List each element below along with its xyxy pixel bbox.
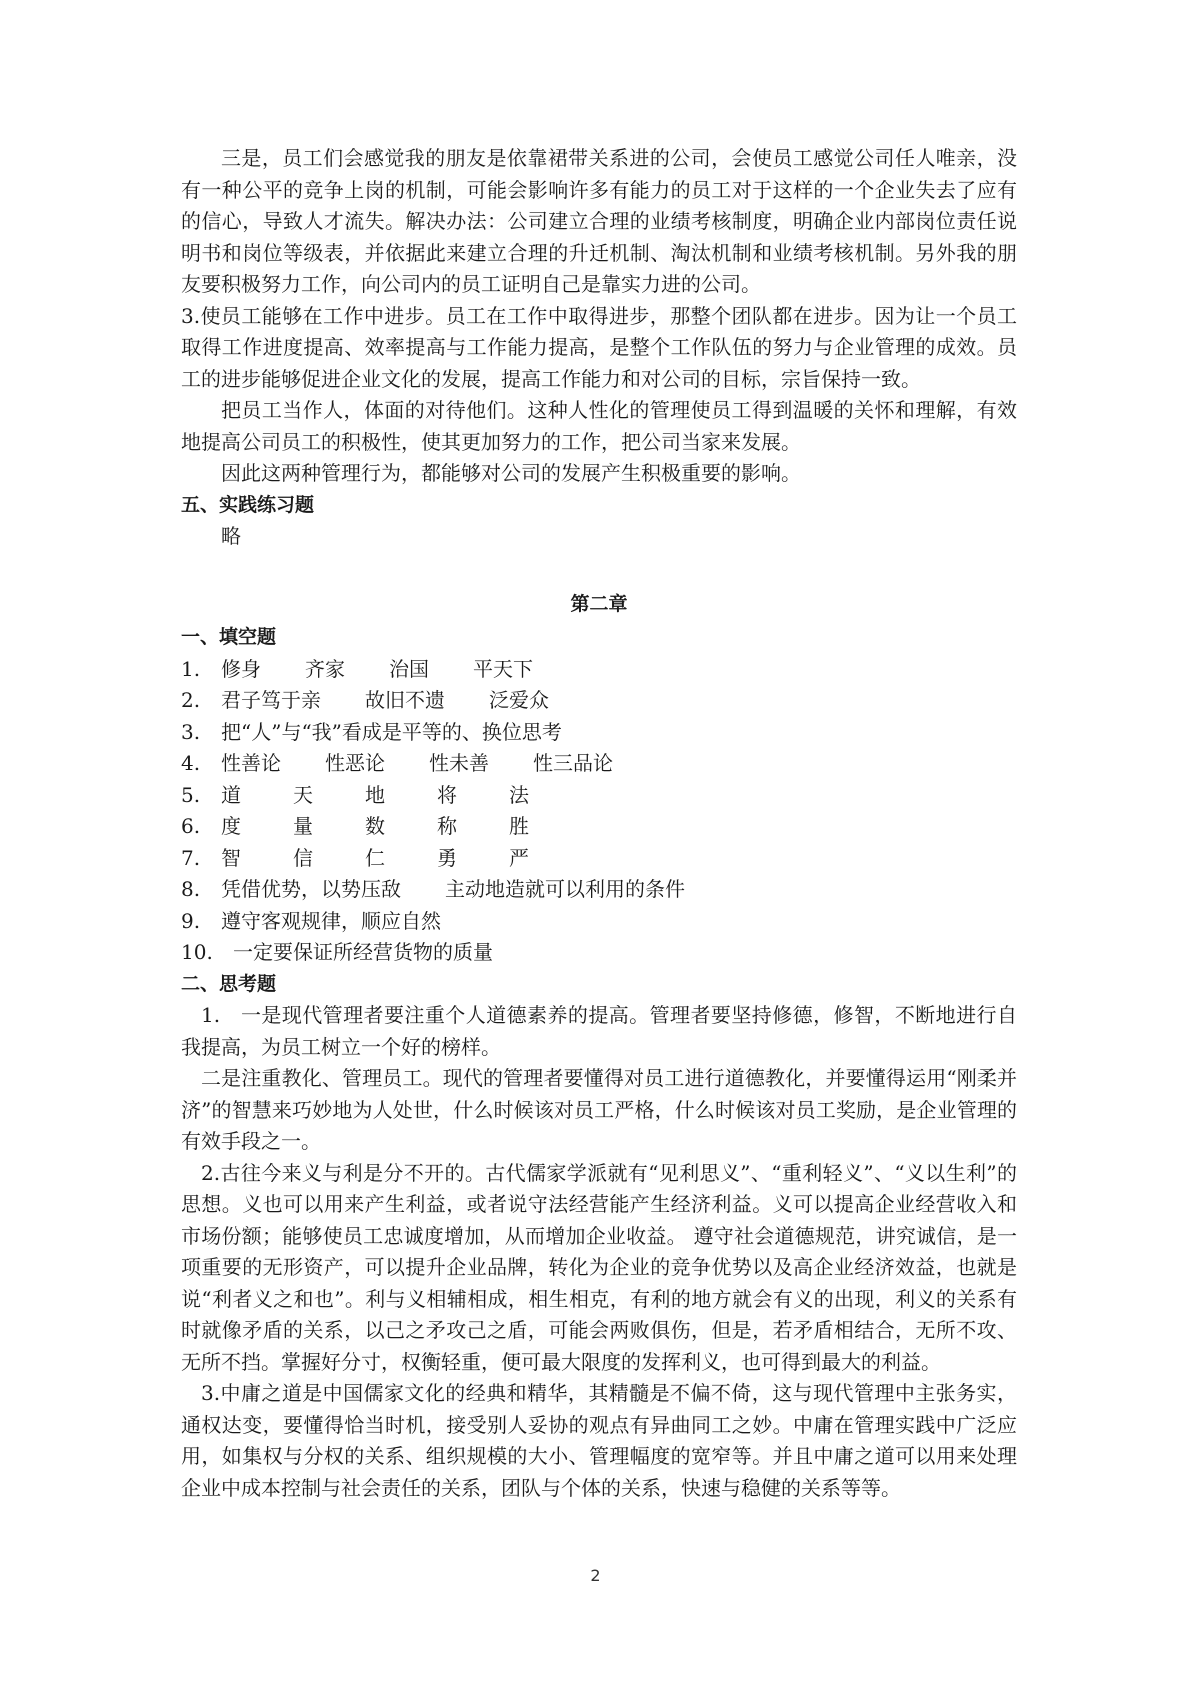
section-content: 略: [221, 524, 241, 548]
answer: 齐家: [305, 656, 345, 681]
item-number: 5.: [181, 782, 201, 807]
answer: 度: [221, 814, 241, 838]
list-item: [181, 654, 1017, 686]
answer: 信: [293, 845, 313, 870]
answer: 一定要保证所经营货物的质量: [233, 940, 493, 964]
answer: 修身: [221, 656, 261, 681]
item-number: 2.: [181, 688, 201, 712]
list-item: [181, 843, 1017, 875]
paragraph: 1. 一是现代管理者要注重个人道德素养的提高。管理者要坚持修德，修智，不断地进行自我提高，为员工树立一个好的榜样。: [181, 1003, 1017, 1059]
answer: 仁: [365, 845, 385, 870]
item-number: 10.: [181, 940, 213, 964]
answer: 智: [221, 845, 241, 870]
answer: 平天下: [473, 656, 533, 681]
answer: 地: [365, 782, 385, 807]
item-number: 8.: [181, 877, 201, 901]
paragraph: 因此这两种管理行为，都能够对公司的发展产生积极重要的影响。: [221, 461, 801, 485]
paragraph: 三是，员工们会感觉我的朋友是依靠裙带关系进的公司，会使员工感觉公司任人唯亲，没有一种公平的竞争上岗的机制，可能会影响许多有能力的员工对于这样的一个企业失去了应有的信心，导致人才流失。解决办法：公司建立合理的业绩考核制度，明确企业内部岗位责任说明书和岗位等级表，并依据此来建立合理的升迁机制、淘汰机制和业绩考核机制。另外我的朋友要积极努力工作，向公司内的员工证明自己是靠实力进的公司。: [181, 146, 1017, 296]
chapter-title: 第二章: [570, 592, 628, 615]
section-heading: 二、思考题: [181, 972, 277, 995]
list-item: [181, 906, 1017, 938]
answer: 天: [293, 782, 313, 807]
answer: 遵守客观规律，顺应自然: [221, 908, 441, 933]
answer: 故旧不遗: [365, 688, 445, 712]
answer: 勇: [437, 845, 457, 870]
answer: 称: [437, 814, 457, 838]
answer: 泛爱众: [489, 688, 549, 712]
paragraph: 把员工当作人，体面的对待他们。这种人性化的管理使员工得到温暖的关怀和理解，有效地提高公司员工的积极性，使其更加努力的工作，把公司当家来发展。: [181, 398, 1017, 454]
answer: 严: [509, 845, 529, 870]
item-number: 1.: [181, 656, 201, 681]
list-item: [181, 780, 1017, 812]
answer: 性善论: [221, 751, 281, 775]
page-number: 2: [590, 1566, 601, 1585]
answer: 法: [509, 782, 529, 807]
answer: 性恶论: [325, 751, 385, 775]
item-number: 6.: [181, 814, 201, 838]
answer: 治国: [389, 656, 429, 681]
list-item: [181, 811, 1017, 843]
paragraph: 3.使员工能够在工作中进步。员工在工作中取得进步，那整个团队都在进步。因为让一个员工取得工作进度提高、效率提高与工作能力提高，是整个工作队伍的努力与企业管理的成效。员工的进步能够促进企业文化的发展，提高工作能力和对公司的目标，宗旨保持一致。: [181, 303, 1017, 391]
section-heading: 一、填空题: [181, 626, 277, 648]
list-item: [181, 748, 1017, 780]
answer: 性三品论: [533, 751, 613, 775]
answer: 主动地造就可以利用的条件: [445, 877, 685, 901]
section-heading: 五、实践练习题: [181, 493, 315, 516]
answer: 将: [437, 782, 457, 807]
answer: 性未善: [429, 751, 489, 775]
document-page: [181, 143, 1017, 1504]
paragraph: 2.古往今来义与利是分不开的。古代儒家学派就有“见利思义”、“重利轻义”、“义以生利”的思想。义也可以用来产生利益，或者说守法经营能产生经济利益。义可以提高企业经营收入和市场份额；能够使员工忠诚度增加，从而增加企业收益。 遵守社会道德规范，讲究诚信，是一项重要的无形资产，可以提升企业品牌，转化为企业的竞争优势以及高企业经济效益，也就是说“利者义之和也”。利与义相辅相成，相生相克，有利的地方就会有义的出现，利义的关系有时就像矛盾的关系，以己之矛攻己之盾，可能会两败俱伤，但是，若矛盾相结合，无所不攻、无所不挡。掌握好分寸，权衡轻重，便可最大限度的发挥利义，也可得到最大的利益。: [181, 1160, 1017, 1374]
answer: 胜: [509, 814, 529, 838]
answer: 数: [365, 814, 385, 838]
paragraph: 二是注重教化、管理员工。现代的管理者要懂得对员工进行道德教化，并要懂得运用“刚柔并济”的智慧来巧妙地为人处世，什么时候该对员工严格，什么时候该对员工奖励，是企业管理的有效手段之一。: [181, 1066, 1017, 1153]
list-item: [181, 717, 1017, 749]
answer: 量: [293, 814, 313, 838]
list-item: [181, 874, 1017, 906]
answer: 把“人”与“我”看成是平等的、换位思考: [221, 719, 562, 744]
item-number: 4.: [181, 751, 201, 775]
paragraph: 3.中庸之道是中国儒家文化的经典和精华，其精髓是不偏不倚，这与现代管理中主张务实，通权达变，要懂得恰当时机，接受别人妥协的观点有异曲同工之妙。中庸在管理实践中广泛应用，如集权与分权的关系、组织规模的大小、管理幅度的宽窄等。并且中庸之道可以用来处理企业中成本控制与社会责任的关系，团队与个体的关系，快速与稳健的关系等等。: [181, 1381, 1017, 1500]
list-item: [181, 937, 1017, 969]
list-item: [181, 685, 1017, 717]
fill-in-list: [181, 654, 1017, 969]
item-number: 7.: [181, 845, 201, 870]
item-number: 3.: [181, 719, 201, 744]
answer: 道: [221, 782, 241, 807]
item-number: 9.: [181, 908, 201, 933]
answer: 君子笃于亲: [221, 688, 321, 712]
answer: 凭借优势，以势压敌: [221, 877, 401, 901]
